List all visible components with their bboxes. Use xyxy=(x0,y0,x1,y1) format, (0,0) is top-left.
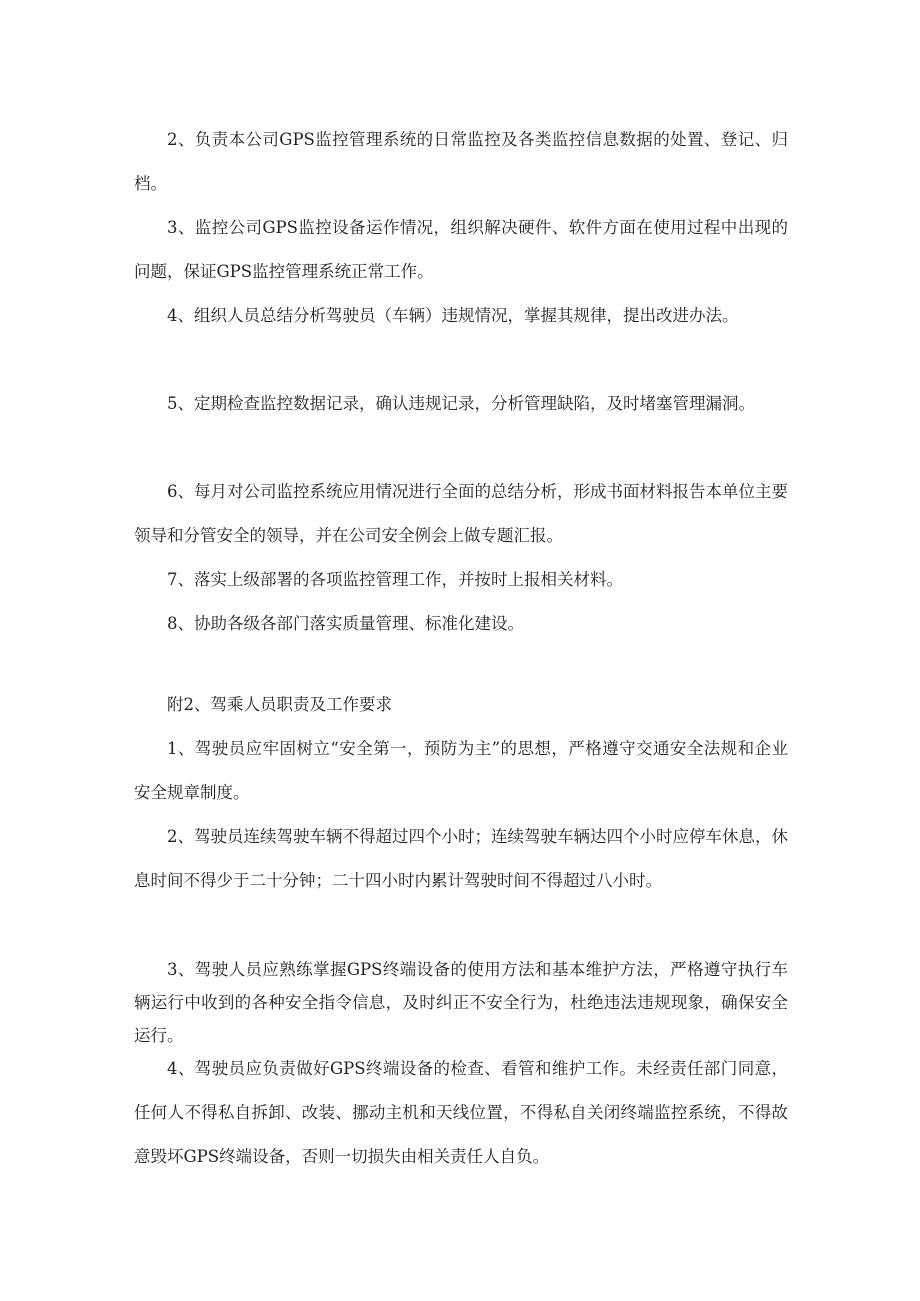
paragraph-duty-3: 3、监控公司GPS监控设备运作情况，组织解决硬件、软件方面在使用过程中出现的问题，保证GPS监控管理系统正常工作。 xyxy=(134,218,788,281)
paragraph-duty-2: 2、负责本公司GPS监控管理系统的日常监控及各类监控信息数据的处置、登记、归档。 xyxy=(134,130,788,193)
paragraph-driver-1: 1、驾驶员应牢固树立“安全第一，预防为主”的思想，严格遵守交通安全法规和企业安全规章制度。 xyxy=(134,739,788,802)
paragraph-duty-6: 6、每月对公司监控系统应用情况进行全面的总结分析，形成书面材料报告本单位主要领导和分管安全的领导，并在公司安全例会上做专题汇报。 xyxy=(134,482,788,545)
paragraph-driver-4: 4、驾驶员应负责做好GPS终端设备的检查、看管和维护工作。未经责任部门同意，任何人不得私自拆卸、改装、挪动主机和天线位置，不得私自关闭终端监控系统，不得故意毁坏GPS终端设备，否则一切损失由相关责任人自负。 xyxy=(134,1059,788,1166)
paragraph-driver-2: 2、驾驶员连续驾驶车辆不得超过四个小时；连续驾驶车辆达四个小时应停车休息，休息时间不得少于二十分钟；二十四小时内累计驾驶时间不得超过八小时。 xyxy=(134,827,788,890)
section-heading: 附2、驾乘人员职责及工作要求 xyxy=(167,695,392,714)
paragraph-duty-4: 4、组织人员总结分析驾驶员（车辆）违规情况，掌握其规律，提出改进办法。 xyxy=(167,306,739,325)
paragraph-driver-3: 3、驾驶人员应熟练掌握GPS终端设备的使用方法和基本维护方法，严格遵守执行车辆运行中收到的各种安全指令信息，及时纠正不安全行为，杜绝违法违规现象，确保安全运行。 xyxy=(134,960,788,1045)
paragraph-duty-8: 8、协助各级各部门落实质量管理、标准化建设。 xyxy=(167,614,524,633)
paragraph-duty-5: 5、定期检查监控数据记录，确认违规记录，分析管理缺陷，及时堵塞管理漏洞。 xyxy=(167,394,755,413)
paragraph-duty-7: 7、落实上级部署的各项监控管理工作，并按时上报相关材料。 xyxy=(167,570,623,589)
